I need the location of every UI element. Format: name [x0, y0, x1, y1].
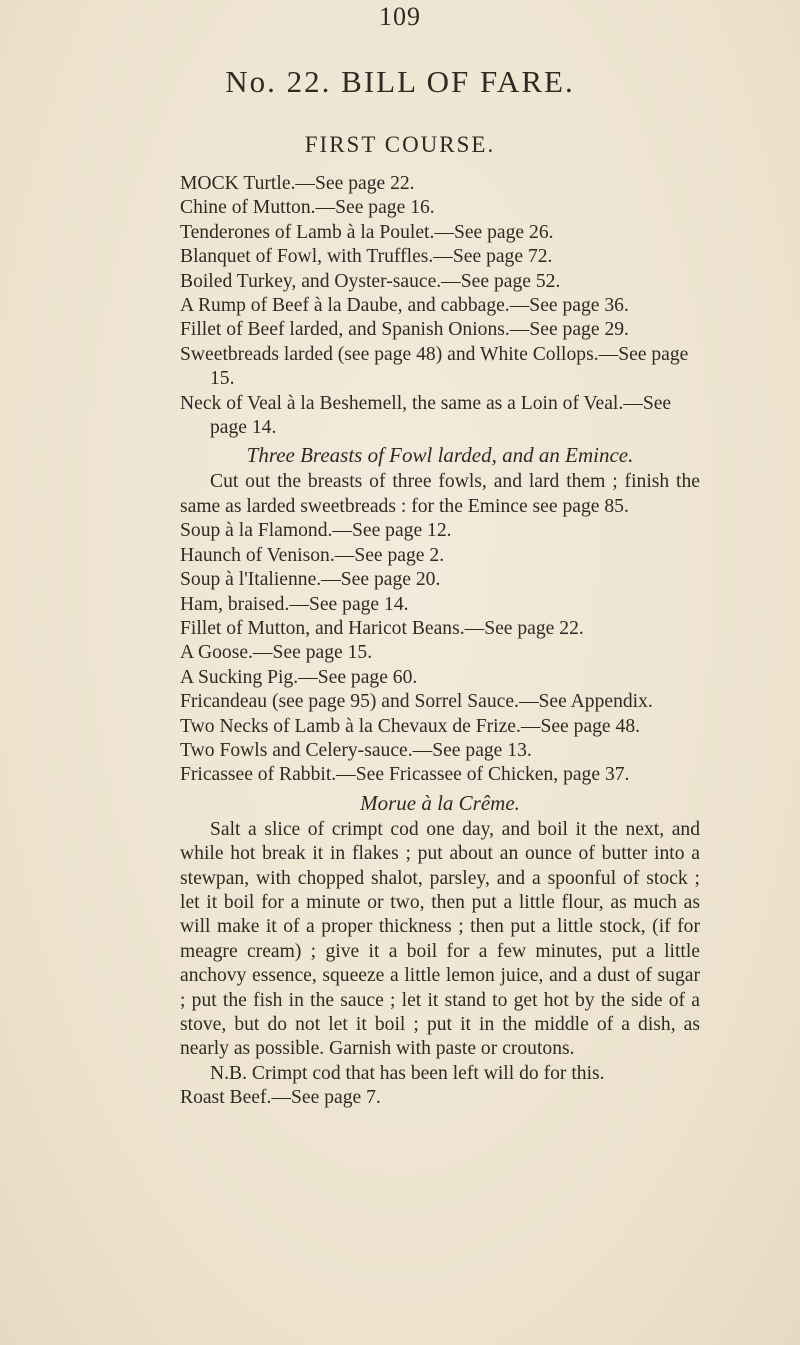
note-crimpt-cod: N.B. Crimpt cod that has been left will do for this. — [210, 1062, 605, 1084]
section-title-morue: Morue à la Crême. — [360, 790, 520, 815]
page-number: 109 — [379, 2, 421, 31]
section-title-breasts-of-fowl: Three Breasts of Fowl larded, and an Emince. — [246, 443, 634, 468]
menu-entry: Fricandeau (see page 95) and Sorrel Sauce.—See Appendix. — [180, 691, 653, 713]
menu-entry: Two Necks of Lamb à la Chevaux de Frize.—See page 48. — [180, 715, 641, 737]
menu-entry: Blanquet of Fowl, with Truffles.—See page 72. — [180, 246, 553, 268]
menu-entry: Two Fowls and Celery-sauce.—See page 13. — [180, 739, 532, 761]
menu-content — [180, 172, 700, 1111]
menu-entry: A Rump of Beef à la Daube, and cabbage.—See page 36. — [180, 295, 629, 317]
course-title: FIRST COURSE. — [304, 132, 496, 157]
recipe-morue: Salt a slice of crimpt cod one day, and boil it the next, and while hot break it in flakes ; put about an ounce of butter into a stewpan, with chopped shalot, parsley, and a spoonful of stock ; let it boil for a minute or two, then put a little flour, as much as will make it of a proper thickness ; then put a little stock, (if for meagre cream) ; give it a boil for a few minutes, put a little anchovy essence, squeeze a little lemon juice, and a dust of sugar ; put the fish in the sauce ; let it stand to get hot by the side of a stove, but do not let it boil ; put it in the middle of a dish, as nearly as possible. Garnish with paste or croutons. — [180, 818, 700, 1060]
bill-title: No. 22. BILL OF FARE. — [225, 64, 575, 99]
menu-entry: Ham, braised.—See page 14. — [180, 593, 409, 615]
entry-list-second — [180, 519, 700, 787]
menu-entry: Sweetbreads larded (see page 48) and White Collops.—See page 15. — [180, 343, 689, 390]
menu-entry: Fricassee of Rabbit.—See Fricassee of Chicken, page 37. — [180, 764, 630, 786]
entry-roast-beef: Roast Beef.—See page 7. — [180, 1087, 381, 1109]
menu-entry: Tenderones of Lamb à la Poulet.—See page 26. — [180, 221, 554, 243]
entry-list-first — [180, 172, 700, 440]
menu-entry: Chine of Mutton.—See page 16. — [180, 197, 435, 219]
menu-entry: Fillet of Beef larded, and Spanish Onions.—See page 29. — [180, 319, 629, 341]
menu-entry: A Goose.—See page 15. — [180, 642, 373, 664]
menu-entry: MOCK Turtle.—See page 22. — [180, 173, 415, 194]
menu-entry: Neck of Veal à la Beshemell, the same as a Loin of Veal.—See page 14. — [180, 392, 672, 439]
recipe-breasts-of-fowl: Cut out the breasts of three fowls, and lard them ; finish the same as larded sweetbreads : for the Emince see page 85. — [180, 471, 700, 517]
menu-entry: Boiled Turkey, and Oyster-sauce.—See page 52. — [180, 270, 561, 292]
menu-entry: A Sucking Pig.—See page 60. — [180, 666, 418, 688]
menu-entry: Haunch of Venison.—See page 2. — [180, 544, 445, 566]
menu-entry: Fillet of Mutton, and Haricot Beans.—See page 22. — [180, 617, 584, 639]
menu-entry: Soup à la Flamond.—See page 12. — [180, 520, 452, 542]
menu-entry: Soup à l'Italienne.—See page 20. — [180, 569, 441, 591]
